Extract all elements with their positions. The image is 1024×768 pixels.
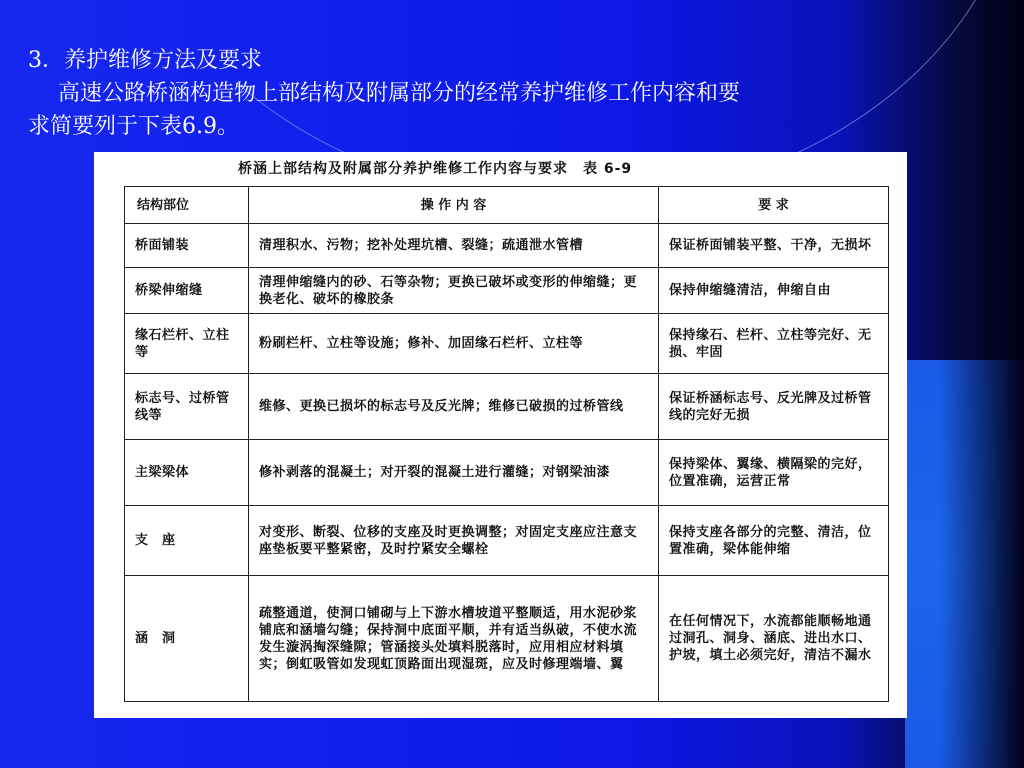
table-row bbox=[125, 268, 889, 314]
cell-content: 粉刷栏杆、立柱等设施；修补、加固缘石栏杆、立柱等 bbox=[249, 314, 659, 374]
cell-content: 清理伸缩缝内的砂、石等杂物；更换已破坏或变形的伸缩缝；更换老化、破坏的橡胶条 bbox=[249, 268, 659, 314]
table-row bbox=[125, 224, 889, 268]
table-header-row bbox=[125, 187, 889, 224]
table-row bbox=[125, 314, 889, 374]
header-requirement: 要 求 bbox=[659, 187, 889, 224]
header-part: 结构部位 bbox=[125, 187, 249, 224]
slide-heading: 3．养护维修方法及要求 bbox=[28, 48, 262, 73]
cell-requirement: 保证桥面铺装平整、干净，无损坏 bbox=[659, 224, 889, 268]
cell-requirement: 保持伸缩缝清洁，伸缩自由 bbox=[659, 268, 889, 314]
cell-requirement: 保持缘石、栏杆、立柱等完好、无损、牢固 bbox=[659, 314, 889, 374]
cell-part: 标志号、过桥管线等 bbox=[125, 374, 249, 440]
cell-content: 维修、更换已损坏的标志号及反光牌；维修已破损的过桥管线 bbox=[249, 374, 659, 440]
cell-part: 主梁梁体 bbox=[125, 440, 249, 506]
maintenance-table bbox=[124, 186, 889, 702]
cell-content: 疏整通道，使洞口铺砌与上下游水槽坡道平整顺适，用水泥砂浆铺底和涵墙勾缝；保持洞中底面平顺，并有适当纵破，不使水流发生漩涡掏深缝隙；管涵接头处填料脱落时，应用相应材料填实；倒虹吸管如发现虹顶路面出现湿斑，应及时修理端墙、翼 bbox=[249, 576, 659, 702]
cell-part: 支 座 bbox=[125, 506, 249, 576]
table-row bbox=[125, 576, 889, 702]
cell-part: 桥梁伸缩缝 bbox=[125, 268, 249, 314]
cell-content: 修补剥落的混凝土；对开裂的混凝土进行灌缝；对钢梁油漆 bbox=[249, 440, 659, 506]
cell-part: 缘石栏杆、立柱等 bbox=[125, 314, 249, 374]
cell-requirement: 保持支座各部分的完整、清洁，位置准确，梁体能伸缩 bbox=[659, 506, 889, 576]
cell-content: 清理积水、污物；挖补处理坑槽、裂缝；疏通泄水管槽 bbox=[249, 224, 659, 268]
slide-paragraph-line1: 高速公路桥涵构造物上部结构及附属部分的经常养护维修工作内容和要 bbox=[58, 81, 741, 106]
table-image bbox=[94, 152, 907, 718]
cell-requirement: 保证桥涵标志号、反光牌及过桥管线的完好无损 bbox=[659, 374, 889, 440]
decorative-side-shade bbox=[940, 360, 1024, 768]
cell-part: 涵 洞 bbox=[125, 576, 249, 702]
cell-requirement: 在任何情况下，水流都能顺畅地通过洞孔、洞身、涵底、进出水口、护坡，填土必须完好，清洁不漏水 bbox=[659, 576, 889, 702]
table-row bbox=[125, 374, 889, 440]
slide-paragraph-line2: 求简要列于下表6.9。 bbox=[28, 114, 239, 139]
table-row bbox=[125, 506, 889, 576]
cell-part: 桥面铺装 bbox=[125, 224, 249, 268]
table-row bbox=[125, 440, 889, 506]
cell-content: 对变形、断裂、位移的支座及时更换调整；对固定支座应注意支座垫板要平整紧密，及时拧紧安全螺栓 bbox=[249, 506, 659, 576]
table-caption: 桥涵上部结构及附属部分养护维修工作内容与要求 表 6-9 bbox=[238, 161, 633, 177]
header-content: 操 作 内 容 bbox=[249, 187, 659, 224]
slide-body bbox=[28, 44, 968, 143]
cell-requirement: 保持梁体、翼缘、横隔梁的完好，位置准确，运营正常 bbox=[659, 440, 889, 506]
